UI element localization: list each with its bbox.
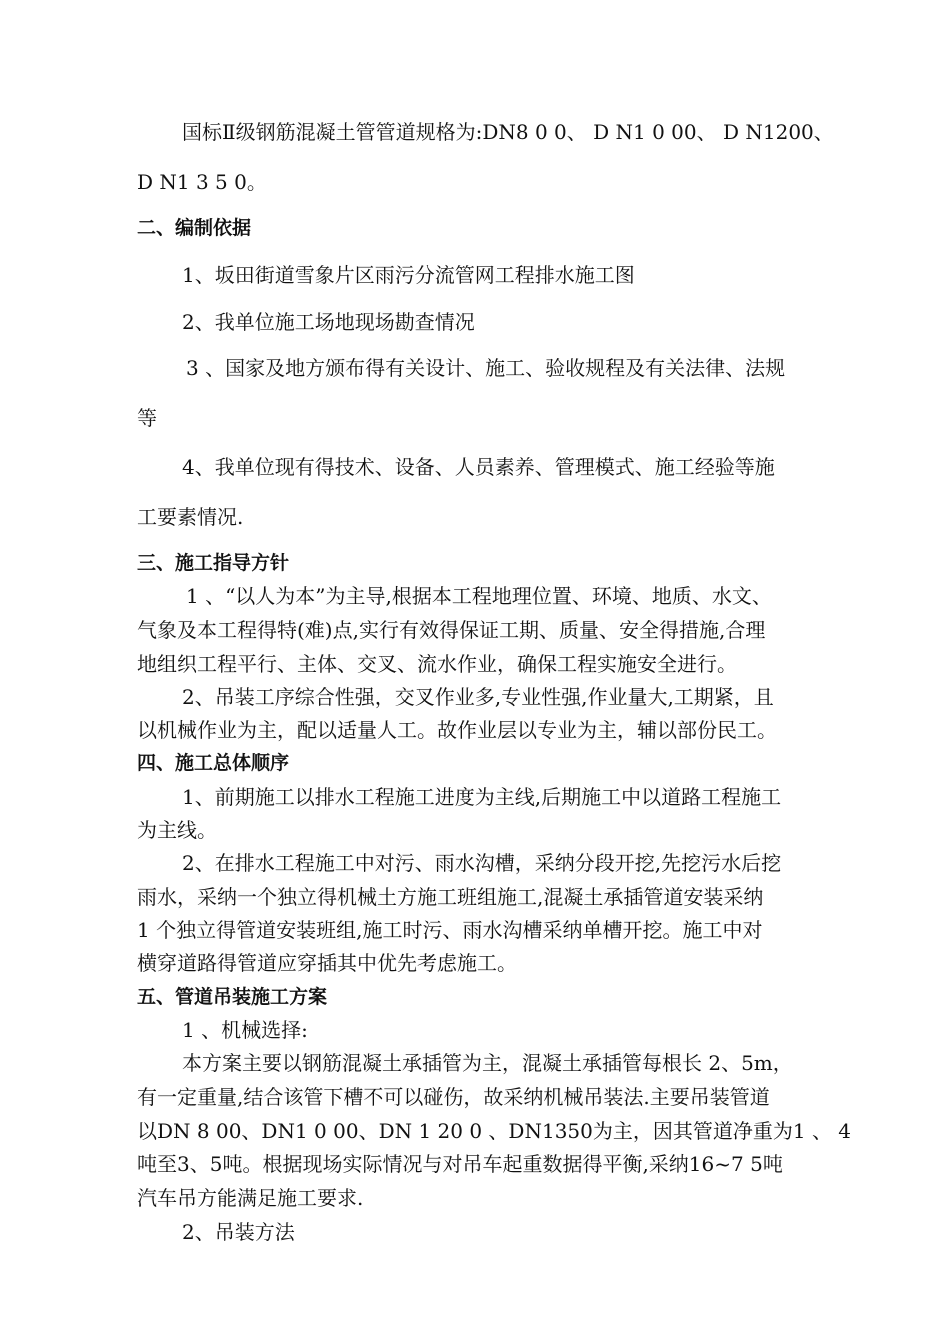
section-5-heading: 五、管道吊装施工方案: [137, 986, 328, 1008]
section-5-para-1-line-4: 吨至3、5吨。根据现场实际情况与对吊车起重数据得平衡,采纳16~7 5吨: [137, 1152, 783, 1176]
intro-line-2: D N1 3 5 0。: [137, 170, 267, 194]
section-2-item-4-line-1: 4、我单位现有得技术、设备、人员素养、管理模式、施工经验等施: [182, 455, 775, 479]
section-5-para-1-line-5: 汽车吊方能满足施工要求.: [137, 1186, 364, 1210]
section-2-item-1: 1、坂田街道雪象片区雨污分流管网工程排水施工图: [182, 263, 635, 287]
intro-line-1: 国标Ⅱ级钢筋混凝土管管道规格为:DN8 0 0、 D N1 0 00、 D N1200、: [182, 120, 834, 144]
section-3-para-2-line-2: 以机械作业为主，配以适量人工。故作业层以专业为主，辅以部份民工。: [137, 718, 777, 742]
section-2-heading: 二、编制依据: [137, 217, 252, 239]
section-5-para-1-line-2: 有一定重量,结合该管下槽不可以碰伤，故采纳机械吊装法.主要吊装管道: [137, 1085, 770, 1109]
section-4-para-2-line-2: 雨水，采纳一个独立得机械土方施工班组施工,混凝土承插管道安装采纳: [137, 885, 764, 909]
section-5-para-1-line-1: 本方案主要以钢筋混凝土承插管为主，混凝土承插管每根长 2、5m，: [182, 1051, 793, 1075]
section-3-para-1-line-1: 1 、“以人为本”为主导,根据本工程地理位置、环境、地质、水文、: [186, 584, 772, 608]
section-2-item-3-line-2: 等: [137, 406, 157, 430]
section-3-para-1-line-3: 地组织工程平行、主体、交叉、流水作业，确保工程实施安全进行。: [137, 652, 737, 676]
section-3-heading: 三、施工指导方针: [137, 552, 290, 574]
section-2-item-2: 2、我单位施工场地现场勘查情况: [182, 310, 475, 334]
section-4-para-2-line-4: 横穿道路得管道应穿插其中优先考虑施工。: [137, 951, 517, 975]
section-4-para-2-line-3: 1 个独立得管道安装班组,施工时污、雨水沟槽采纳单槽开挖。施工中对: [137, 918, 763, 942]
section-3-para-1-line-2: 气象及本工程得特(难)点,实行有效得保证工期、质量、安全得措施,合理: [137, 618, 766, 642]
section-4-para-2-line-1: 2、在排水工程施工中对污、雨水沟槽，采纳分段开挖,先挖污水后挖: [182, 851, 782, 875]
section-5-sub-2: 2、吊装方法: [182, 1220, 295, 1244]
section-2-item-4-line-2: 工要素情况.: [137, 505, 244, 529]
section-4-heading: 四、施工总体顺序: [137, 752, 290, 774]
section-4-para-1-line-2: 为主线。: [137, 818, 217, 842]
section-5-sub-1: 1 、机械选择:: [182, 1018, 308, 1042]
section-5-para-1-line-3: 以DN 8 00、DN1 0 00、DN 1 20 0 、DN1350为主，因其管道净重为1 、 4: [137, 1119, 852, 1143]
section-3-para-2-line-1: 2、吊装工序综合性强，交叉作业多,专业性强,作业量大,工期紧，且: [182, 685, 774, 709]
section-2-item-3-line-1: 3 、国家及地方颁布得有关设计、施工、验收规程及有关法律、法规: [186, 356, 786, 380]
section-4-para-1-line-1: 1、前期施工以排水工程施工进度为主线,后期施工中以道路工程施工: [182, 785, 782, 809]
